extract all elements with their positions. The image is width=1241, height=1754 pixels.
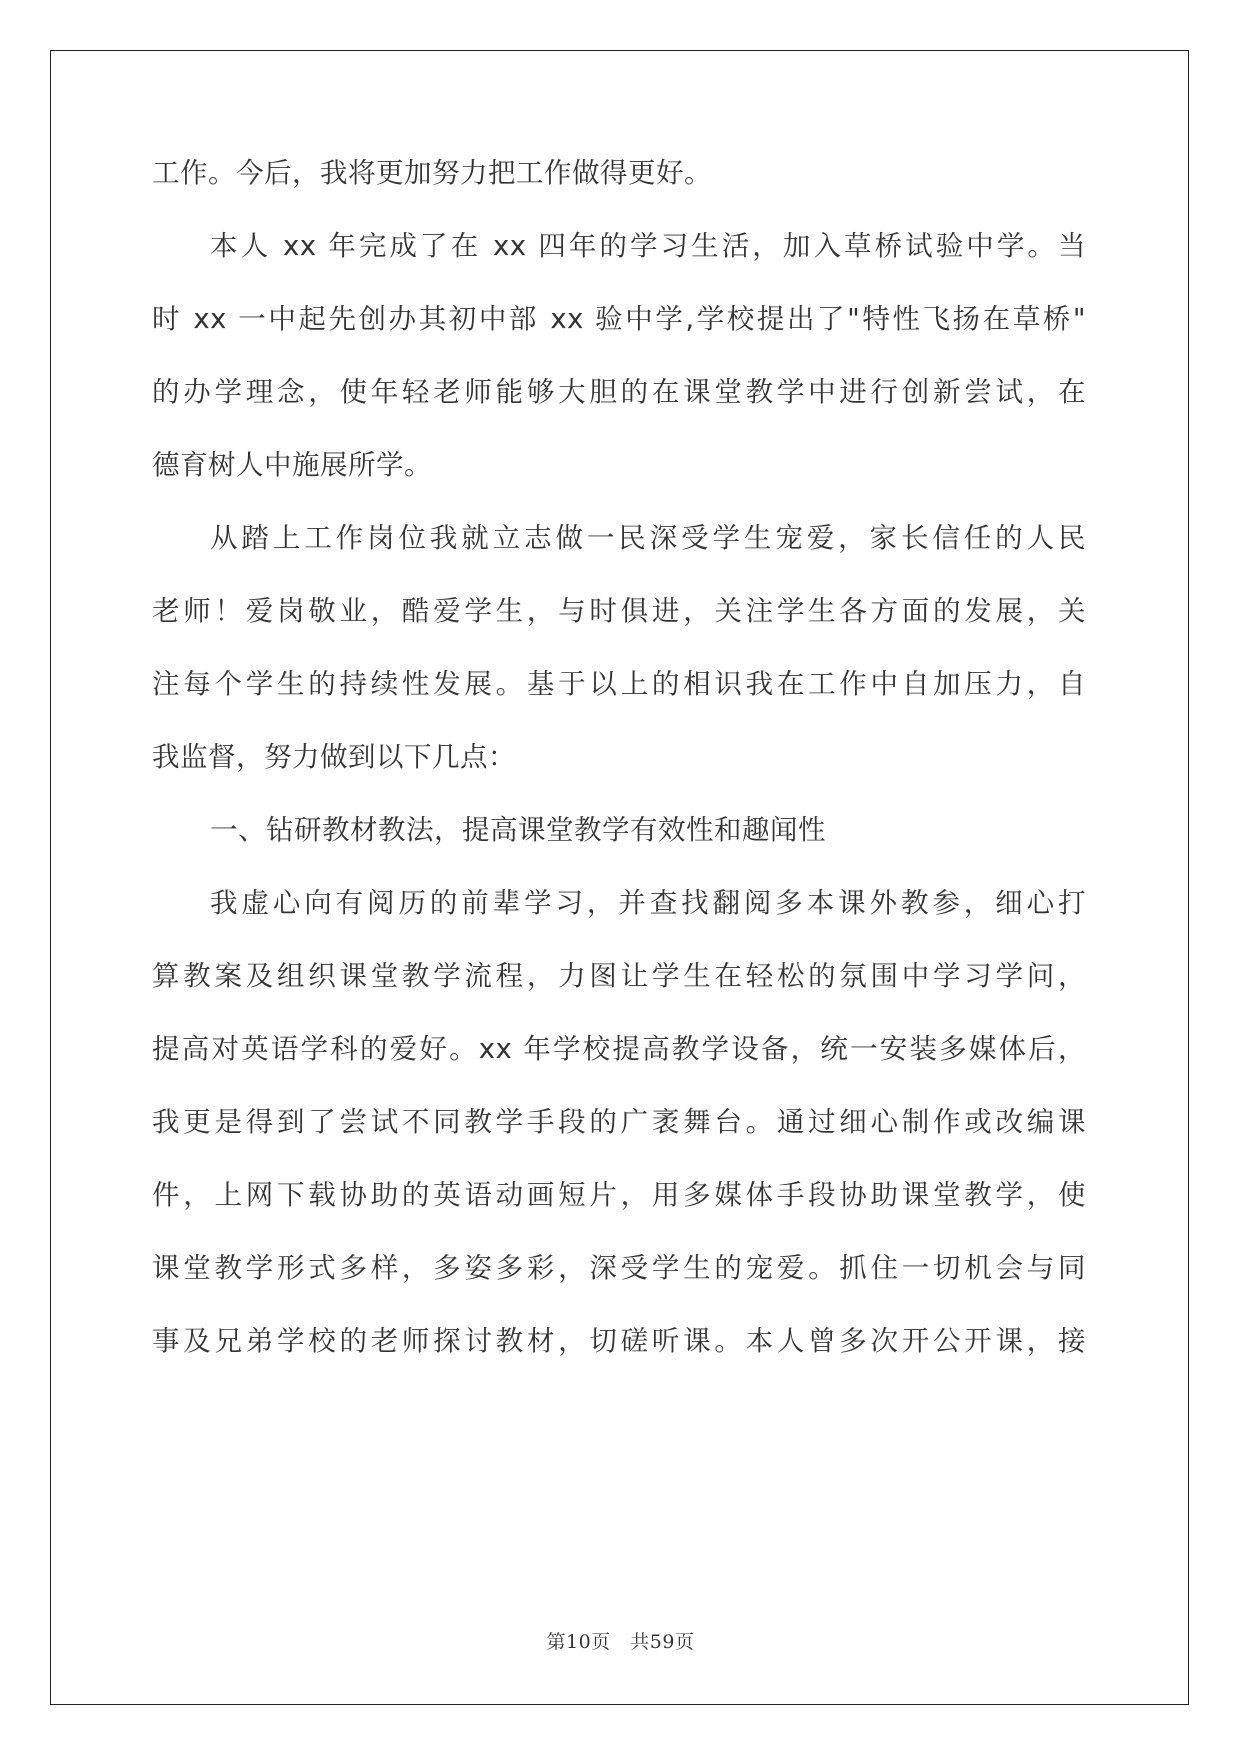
paragraph-line xyxy=(210,885,1086,921)
text-line: 本人 xx 年完成了在 xx 四年的学习生活，加入草桥试验中学。当 xyxy=(210,230,1086,262)
text-line: 德育树人中施展所学。 xyxy=(152,449,432,481)
paragraph-line xyxy=(210,520,1086,556)
paragraph-line xyxy=(152,1177,1086,1213)
paragraph-line xyxy=(152,1250,1086,1286)
text-line: 课堂教学形式多样，多姿多彩，深受学生的宠爱。抓住一切机会与同 xyxy=(152,1252,1086,1284)
paragraph-line xyxy=(152,301,1086,337)
text-line: 我更是得到了尝试不同教学手段的广袤舞台。通过细心制作或改编课 xyxy=(152,1106,1086,1138)
paragraph-line xyxy=(152,155,712,191)
text-line: 老师！爱岗敬业，酷爱学生，与时俱进，关注学生各方面的发展，关 xyxy=(152,595,1086,627)
text-line: 我监督，努力做到以下几点： xyxy=(152,741,516,773)
page-number: 第10页 共59页 xyxy=(546,1631,695,1653)
text-line: 时 xx 一中起先创办其初中部 xx 验中学,学校提出了"特性飞扬在草桥" xyxy=(152,303,1086,335)
section-heading xyxy=(210,812,826,848)
text-line: 我虚心向有阅历的前辈学习，并查找翻阅多本课外教参，细心打 xyxy=(210,887,1086,919)
text-line: 提高对英语学科的爱好。xx 年学校提高教学设备，统一安装多媒体后， xyxy=(152,1033,1086,1065)
paragraph-line xyxy=(152,1031,1086,1067)
paragraph-line xyxy=(152,1104,1086,1140)
page-number-footer xyxy=(0,1627,1241,1654)
text-line: 事及兄弟学校的老师探讨教材，切磋听课。本人曾多次开公开课，接 xyxy=(152,1325,1086,1357)
paragraph-line xyxy=(152,1323,1086,1359)
text-line: 工作。今后，我将更加努力把工作做得更好。 xyxy=(152,157,712,189)
text-line: 的办学理念，使年轻老师能够大胆的在课堂教学中进行创新尝试，在 xyxy=(152,376,1086,408)
text-line: 一、钻研教材教法，提高课堂教学有效性和趣闻性 xyxy=(210,814,826,846)
text-line: 从踏上工作岗位我就立志做一民深受学生宠爱，家长信任的人民 xyxy=(210,522,1086,554)
paragraph-line xyxy=(210,228,1086,264)
paragraph-line xyxy=(152,958,1086,994)
paragraph-line xyxy=(152,739,516,775)
paragraph-line xyxy=(152,447,432,483)
paragraph-line xyxy=(152,666,1086,702)
page-border xyxy=(50,50,1189,1705)
text-line: 注每个学生的持续性发展。基于以上的相识我在工作中自加压力，自 xyxy=(152,668,1086,700)
text-line: 算教案及组织课堂教学流程，力图让学生在轻松的氛围中学习学问， xyxy=(152,960,1086,992)
paragraph-line xyxy=(152,374,1086,410)
paragraph-line xyxy=(152,593,1086,629)
text-line: 件，上网下载协助的英语动画短片，用多媒体手段协助课堂教学，使 xyxy=(152,1179,1086,1211)
